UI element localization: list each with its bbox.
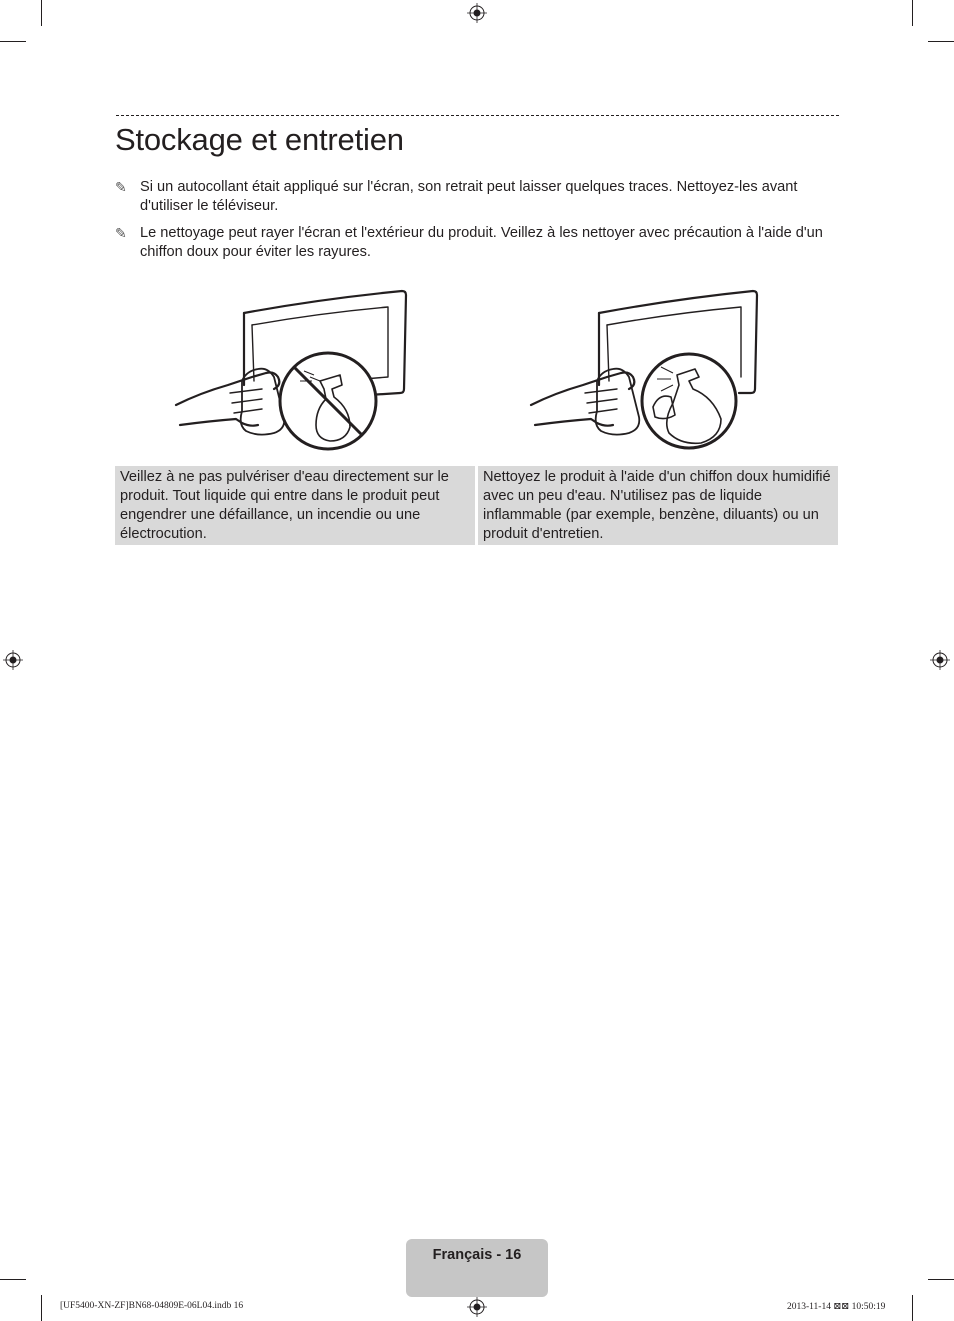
note-text: Si un autocollant était appliqué sur l'écran, son retrait peut laisser quelques traces. Nettoyez-les avant d'utiliser le téléviseur.	[140, 179, 798, 214]
crop-mark	[928, 41, 954, 42]
registration-mark-icon	[467, 1297, 487, 1317]
crop-mark	[41, 0, 42, 26]
pencil-note-icon: ✎	[115, 179, 127, 195]
file-slug: [UF5400-XN-ZF]BN68-04809E-06L04.indb 16	[60, 1301, 244, 1311]
crop-mark	[928, 1279, 954, 1280]
page-title: Stockage et entretien	[115, 122, 404, 157]
crop-mark	[0, 1279, 26, 1280]
section-divider	[116, 115, 839, 116]
no-spray-directly-illustration	[170, 285, 410, 455]
page-number-tab	[406, 1239, 548, 1297]
crop-mark	[0, 41, 26, 42]
caption-use-cloth: Nettoyez le produit à l'aide d'un chiffon doux humidifié avec un peu d'eau. N'utilisez pas de liquide inflammable (par exemple, benzène, diluants) ou un produit d'entretien.	[478, 466, 838, 545]
date-slug: 2013-11-14 ⊠⊠ 10:50:19	[787, 1302, 886, 1312]
crop-mark	[912, 1295, 913, 1321]
notes-list	[115, 178, 840, 270]
pencil-note-icon: ✎	[115, 225, 127, 241]
crop-mark	[912, 0, 913, 26]
note-text: Le nettoyage peut rayer l'écran et l'extérieur du produit. Veillez à les nettoyer avec précaution à l'aide d'un chiffon doux pour éviter les rayures.	[140, 225, 823, 260]
registration-mark-icon	[930, 650, 950, 670]
registration-mark-icon	[3, 650, 23, 670]
caption-row	[115, 466, 838, 545]
crop-mark	[41, 1295, 42, 1321]
page-number-label: Français - 16	[432, 1247, 522, 1263]
spray-on-cloth-illustration	[525, 285, 765, 455]
note-item	[115, 224, 840, 262]
caption-no-spray: Veillez à ne pas pulvériser d'eau directement sur le produit. Tout liquide qui entre dans le produit peut engendrer une défaillance, un incendie ou une électrocution.	[115, 466, 475, 545]
note-item	[115, 178, 840, 216]
registration-mark-icon	[467, 3, 487, 23]
